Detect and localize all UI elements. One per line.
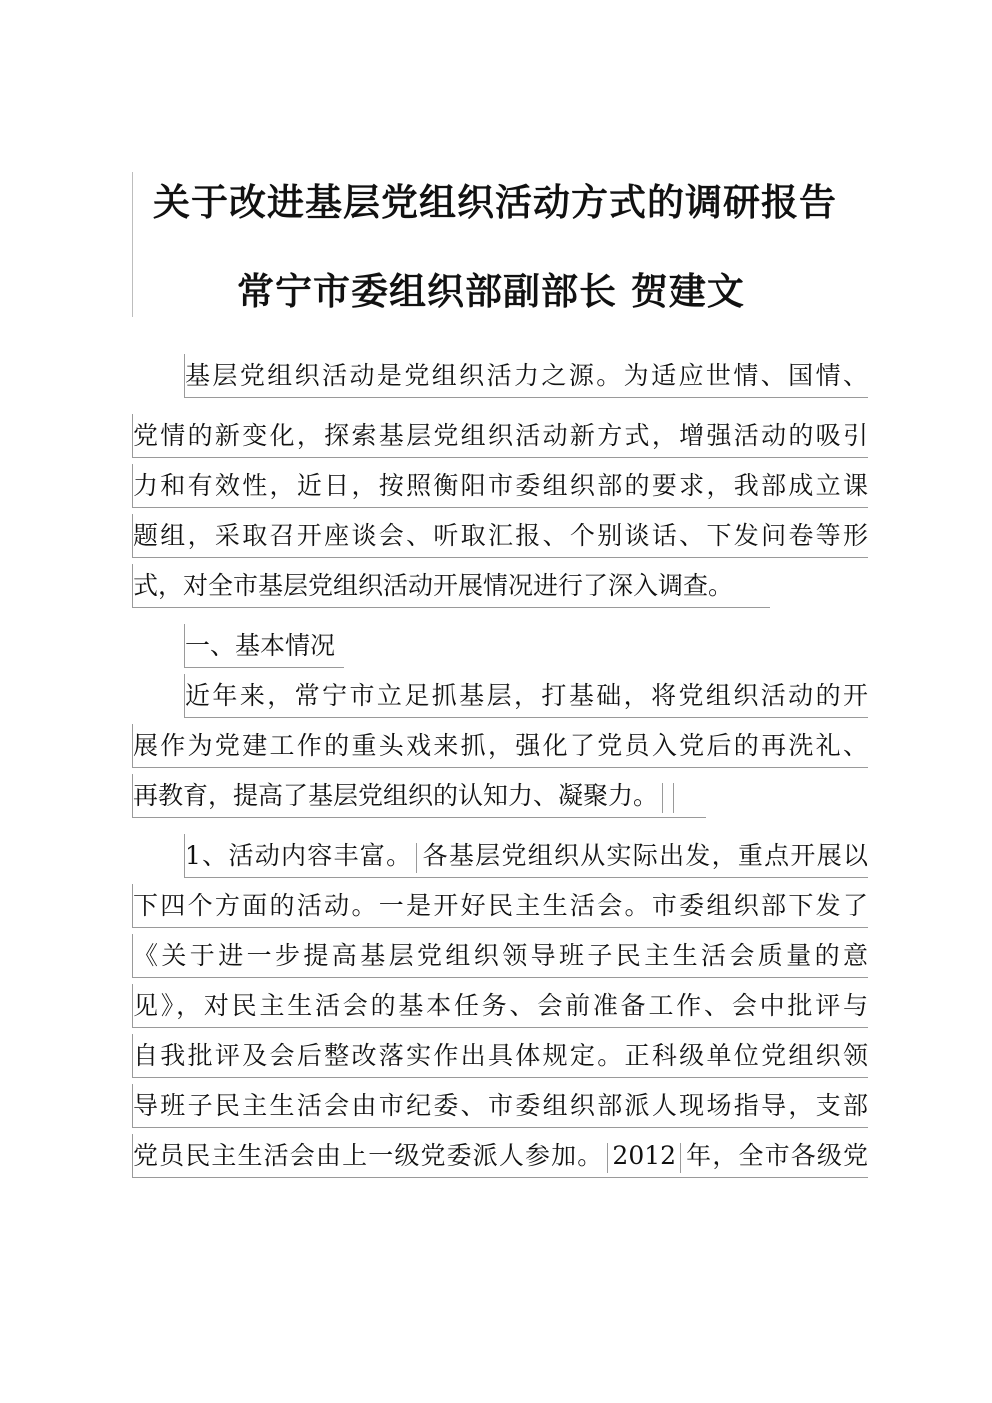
paragraph3-line-5: 自我批评及会后整改落实作出具体规定。正科级单位党组织领 [132,1034,868,1078]
year-value: 2012 [612,1141,677,1170]
section-heading-basic: 一、基本情况 [184,624,344,668]
text-marker [607,1143,608,1173]
paragraph3-line-1-text: 各基层党组织从实际出发，重点开展以 [421,841,868,870]
paragraph3-line-7-text-a: 党员民主生活会由上一级党委派人参加。 [133,1141,604,1170]
paragraph1-line-1: 基层党组织活动是党组织活力之源。为适应世情、国情、 [184,354,868,398]
paragraph2-line-3 [132,774,706,818]
paragraph3-line-6: 导班子民主生活会由市纪委、市委组织部派人现场指导，支部 [132,1084,868,1128]
text-marker [416,843,417,873]
paragraph3-line-3: 《关于进一步提高基层党组织领导班子民主生活会质量的意 [132,934,868,978]
paragraph3-line-4: 见》，对民主生活会的基本任务、会前准备工作、会中批评与 [132,984,868,1028]
paragraph3-heading: 1、活动内容丰富。 [185,841,413,870]
paragraph3-line-7-text-b: 年，全市各级党 [685,1141,868,1170]
paragraph1-line-3: 力和有效性，近日，按照衡阳市委组织部的要求，我部成立课 [132,464,868,508]
author-line: 常宁市委组织部副部长 贺建文 [237,269,745,313]
paragraph3-line-2: 下四个方面的活动。一是开好民主生活会。市委组织部下发了 [132,884,868,928]
paragraph1-line-4: 题组，采取召开座谈会、听取汇报、个别谈话、下发问卷等形 [132,514,868,558]
paragraph3-line-1 [184,834,868,878]
paragraph3-line-7 [132,1134,868,1178]
paragraph1-line-2: 党情的新变化，探索基层党组织活动新方式，增强活动的吸引 [132,414,868,458]
text-marker [680,1143,681,1173]
title-block [132,172,837,317]
paragraph2-line-1: 近年来，常宁市立足抓基层，打基础，将党组织活动的开 [184,674,868,718]
paragraph2-line-3-text: 再教育，提高了基层党组织的认知力、凝聚力。 [133,781,659,810]
paragraph-end-marker [662,783,674,813]
document-title: 关于改进基层党组织活动方式的调研报告 [153,180,837,224]
paragraph2-line-2: 展作为党建工作的重头戏来抓，强化了党员入党后的再洗礼、 [132,724,868,768]
paragraph1-line-5: 式，对全市基层党组织活动开展情况进行了深入调查。 [132,564,770,608]
